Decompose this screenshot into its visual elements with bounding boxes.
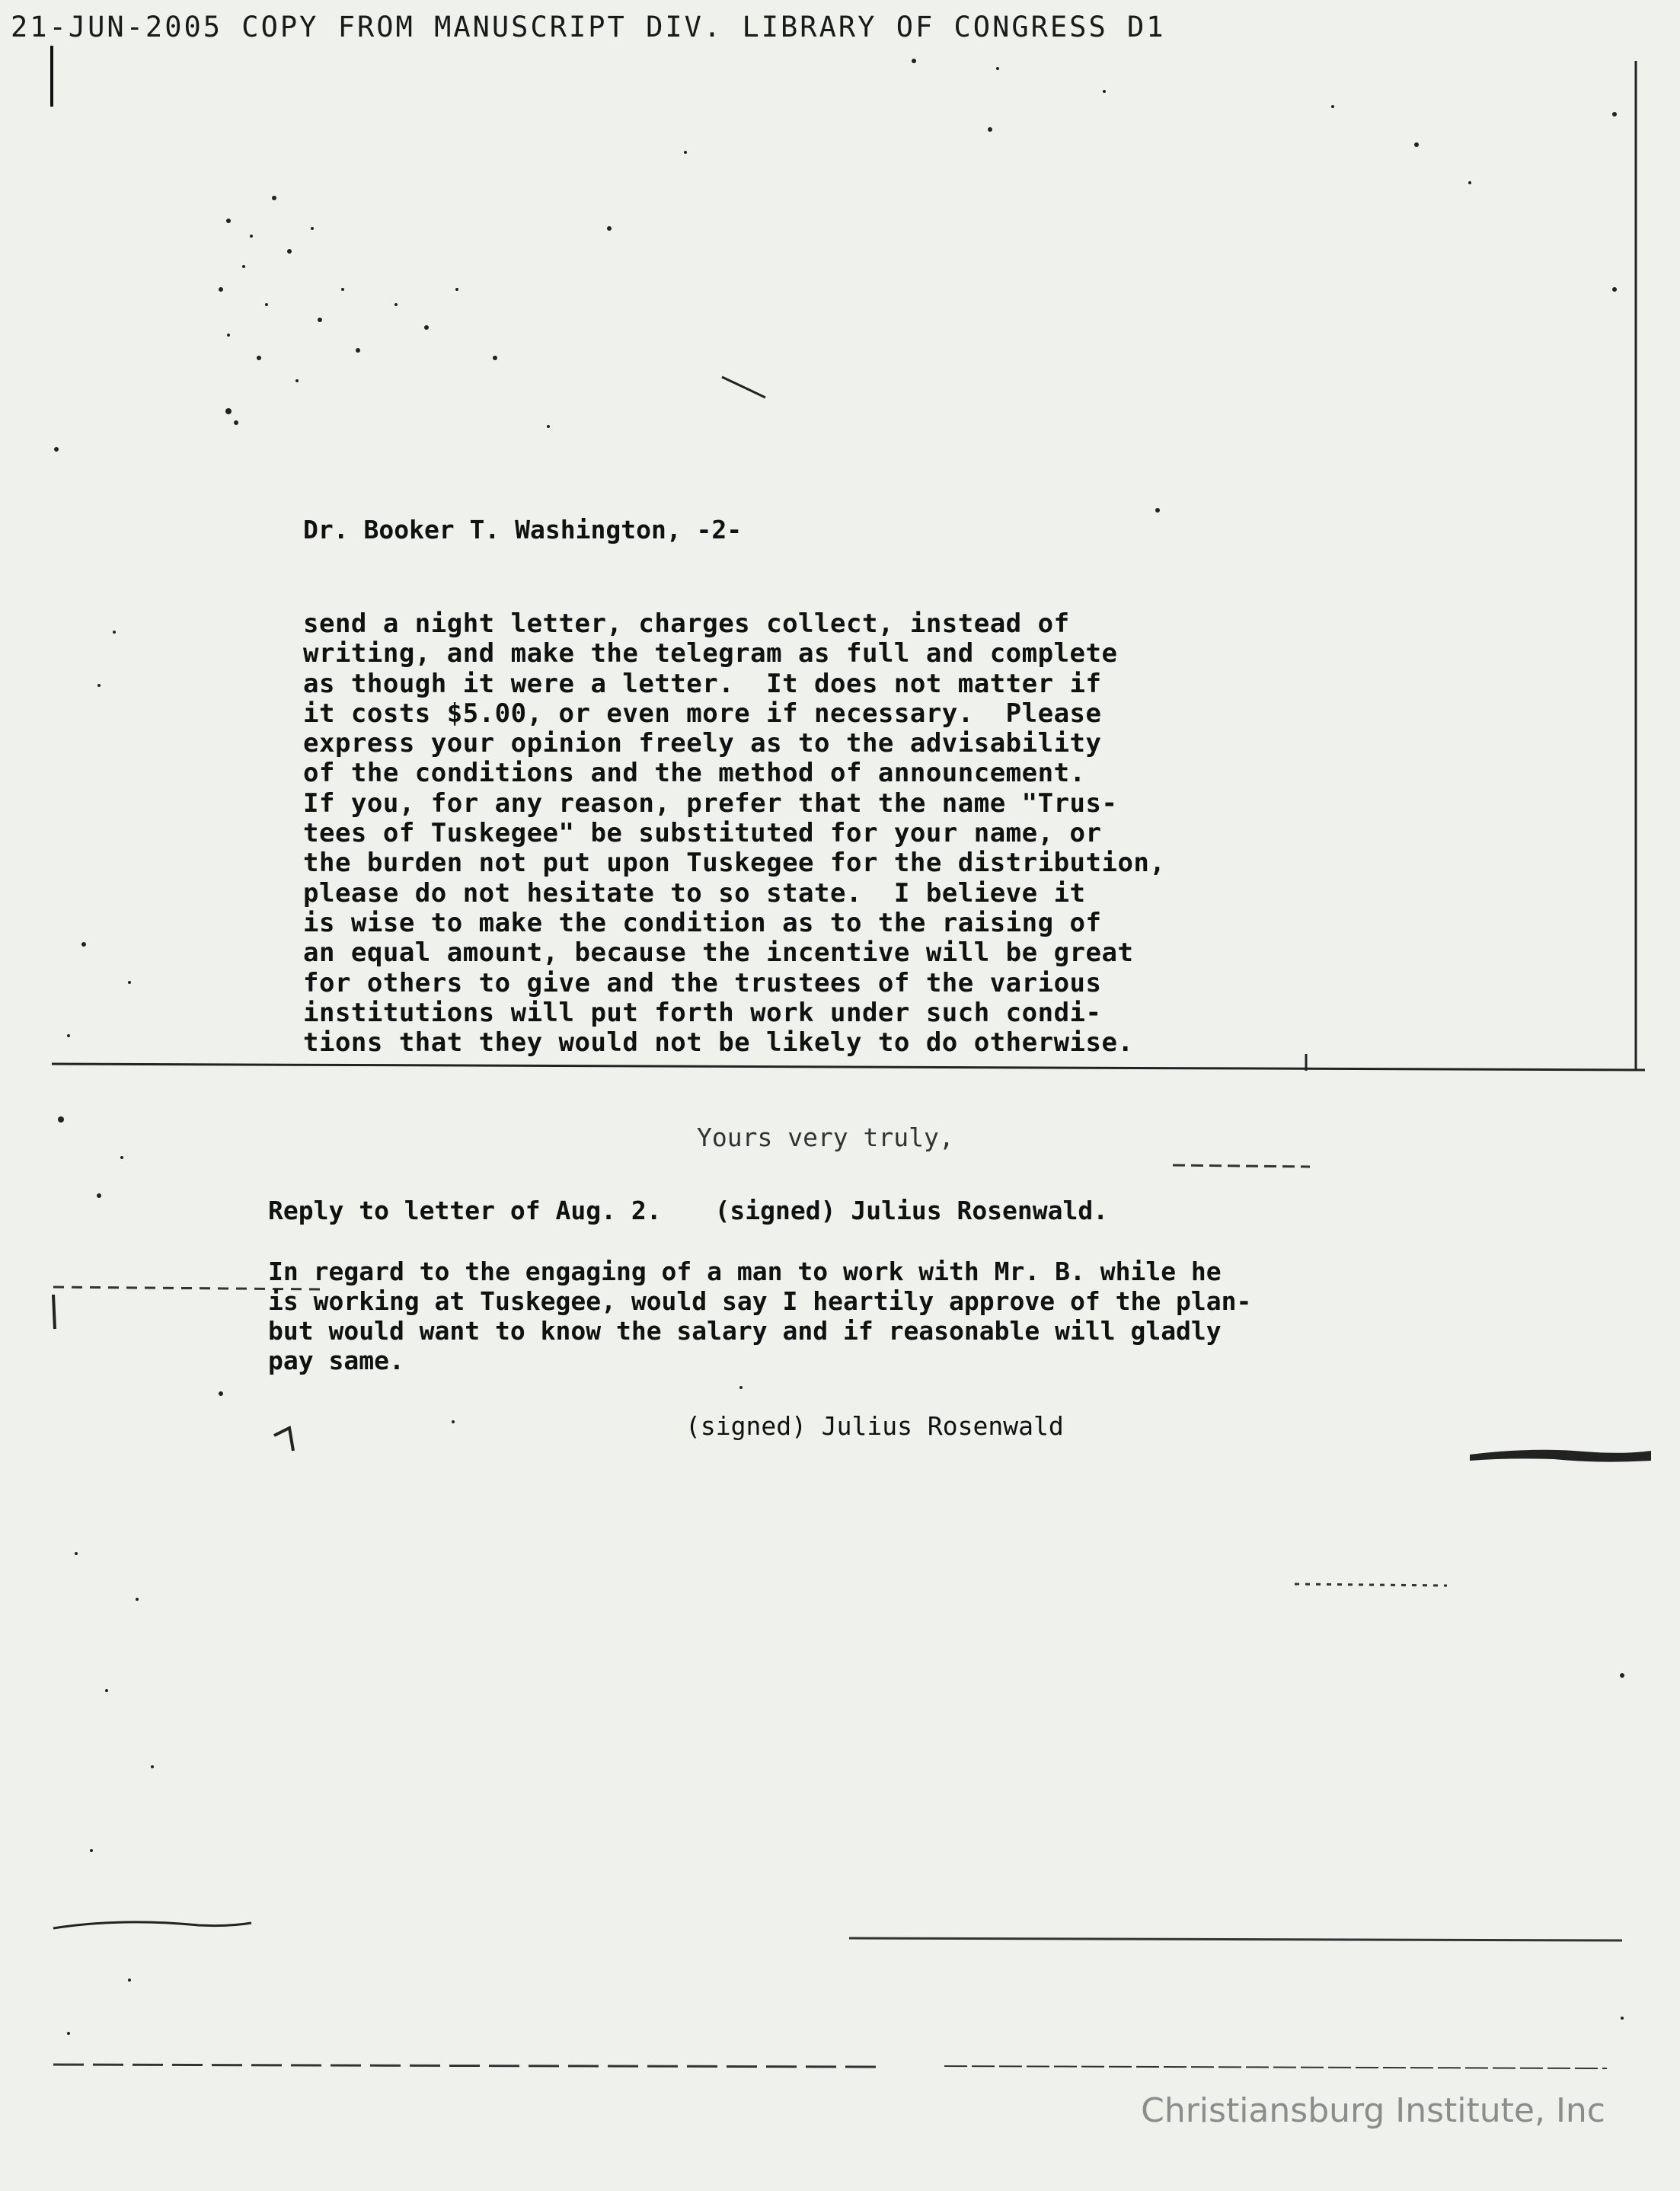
signature-1: (signed) Julius Rosenwald. <box>714 1196 1109 1225</box>
body-line: send a night letter, charges collect, instead of <box>303 608 1070 639</box>
watermark: Christiansburg Institute, Inc <box>1141 2091 1605 2130</box>
body-line: for others to give and the trustees of the various <box>303 967 1102 998</box>
body-line: tees of Tuskegee" be substituted for your name, or <box>303 818 1102 849</box>
reply-row <box>268 1196 1108 1225</box>
postscript-paragraph <box>268 1257 1251 1375</box>
postscript-line: is working at Tuskegee, would say I heartily approve of the plan- <box>268 1286 1252 1316</box>
body-line: an equal amount, because the incentive will be great <box>303 937 1134 969</box>
letter-salutation: Dr. Booker T. Washington, -2- <box>303 515 743 545</box>
lower-rule <box>849 1938 1622 1940</box>
dash-mark <box>1173 1165 1310 1167</box>
squiggle-mark <box>53 1922 251 1928</box>
archive-header-stamp: 21-JUN-2005 COPY FROM MANUSCRIPT DIV. LIBRARY OF CONGRESS D1 <box>11 11 1166 43</box>
squiggle-mark <box>274 1428 293 1451</box>
body-line: writing, and make the telegram as full and complete <box>303 638 1118 669</box>
signature-2: (signed) Julius Rosenwald <box>685 1411 1064 1441</box>
squiggle-mark <box>722 377 765 398</box>
ink-smudge <box>1470 1450 1651 1462</box>
body-line: institutions will put forth work under such condi- <box>303 997 1102 1028</box>
lower-rule <box>53 2065 876 2067</box>
fold-line <box>52 1064 1645 1070</box>
body-line: tions that they would not be likely to do otherwise. <box>303 1027 1134 1059</box>
body-line: express your opinion freely as to the advisability <box>303 728 1102 759</box>
postscript-line: pay same. <box>268 1346 404 1375</box>
body-line: it costs $5.00, or even more if necessary. Please <box>303 698 1102 729</box>
reply-note: Reply to letter of Aug. 2. <box>268 1196 662 1225</box>
letter-body <box>303 609 1165 1058</box>
body-line: the burden not put upon Tuskegee for the distribution, <box>303 848 1166 879</box>
letter-closing: Yours very truly, <box>697 1123 954 1152</box>
body-line: of the conditions and the method of announcement. <box>303 758 1086 789</box>
lower-rule <box>944 2066 1607 2068</box>
body-line: is wise to make the condition as to the raising of <box>303 907 1102 938</box>
postscript-line: In regard to the engaging of a man to work with Mr. B. while he <box>268 1257 1222 1286</box>
left-margin-rule <box>53 1295 55 1329</box>
dash-mark <box>1295 1584 1447 1586</box>
body-line: please do not hesitate to so state. I believe it <box>303 877 1086 909</box>
body-line: If you, for any reason, prefer that the name "Trus- <box>303 787 1118 819</box>
postscript-line: but would want to know the salary and if reasonable will gladly <box>268 1316 1222 1346</box>
body-line: as though it were a letter. It does not matter if <box>303 668 1102 699</box>
